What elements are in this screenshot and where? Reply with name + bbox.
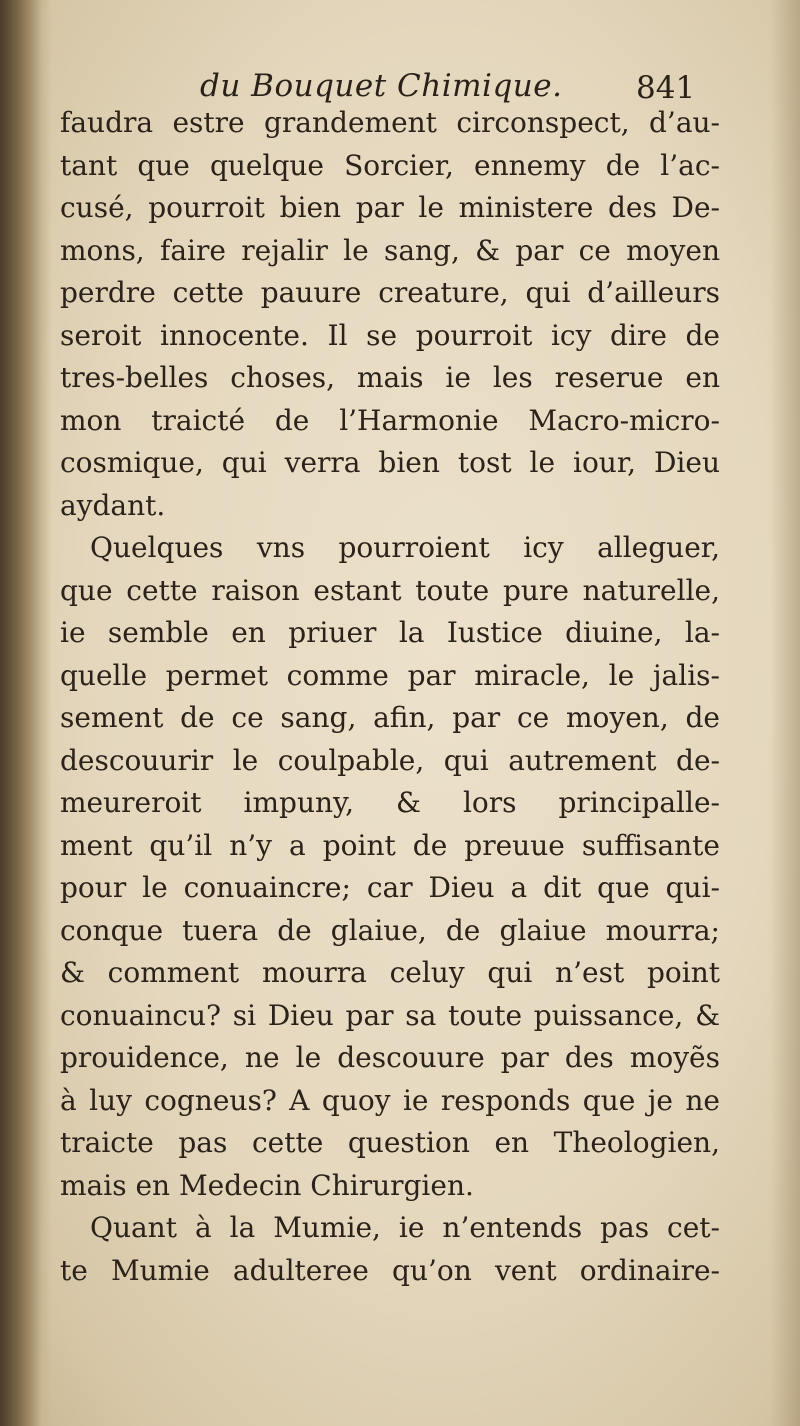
text-line: tant que quelque Sorcier, ennemy de l’ac- — [60, 148, 720, 182]
text-line: mon traicté de l’Harmonie Macro-micro- — [60, 403, 720, 437]
text-line: meureroit impuny, & lors principalle- — [60, 786, 720, 819]
text-line: sement de ce sang, afin, par ce moyen, de — [60, 701, 720, 734]
text-line: pour le conuaincre; car Dieu a dit que qui- — [60, 871, 720, 904]
text-line: descouurir le coulpable, qui autrement de- — [60, 743, 720, 777]
text-line: seroit innocente. Il se pourroit icy dire de — [60, 318, 720, 352]
text-line: ment qu’il n’y a point de preuue suffisante — [60, 828, 720, 862]
binding-gutter — [0, 0, 52, 1426]
running-title: du Bouquet Chimique. — [200, 68, 563, 104]
text-line: à luy cogneus? A quoy ie responds que je ne — [60, 1083, 720, 1117]
text-line: tres-belles choses, mais ie les reserue en — [60, 361, 720, 394]
text-line: mons, faire rejalir le sang, & par ce moyen — [60, 233, 720, 267]
text-line: ie semble en priuer la Iustice diuine, la- — [60, 616, 720, 649]
text-line: prouidence, ne le descouure par des moyẽs — [60, 1041, 720, 1074]
text-line: quelle permet comme par miracle, le jalis- — [60, 658, 720, 692]
text-line: cosmique, qui verra bien tost le iour, Dieu — [60, 446, 720, 479]
paragraph-start-line: Quelques vns pourroient icy alleguer, — [90, 531, 720, 564]
page-number: 841 — [636, 70, 696, 106]
text-line: perdre cette pauure creature, qui d’ailleurs — [60, 276, 720, 309]
paragraph-end-line: mais en Medecin Chirurgien. — [60, 1168, 474, 1202]
text-line: faudra estre grandement circonspect, d’au- — [60, 106, 720, 139]
text-line: & comment mourra celuy qui n’est point — [60, 956, 720, 989]
text-line: cusé, pourroit bien par le ministere des De- — [60, 191, 720, 224]
page-edge-shadow — [770, 0, 800, 1426]
paragraph-start-line: Quant à la Mumie, ie n’entends pas cet- — [90, 1211, 720, 1244]
text-line: traicte pas cette question en Theologien, — [60, 1126, 720, 1159]
text-line: conque tuera de glaiue, de glaiue mourra; — [60, 913, 720, 947]
body-text — [60, 102, 720, 1292]
text-line: te Mumie adulteree qu’on vent ordinaire- — [60, 1253, 720, 1287]
text-line: conuaincu? si Dieu par sa toute puissance, & — [60, 998, 720, 1032]
text-line: que cette raison estant toute pure naturelle, — [60, 573, 720, 607]
paragraph-end-line: aydant. — [60, 488, 166, 522]
